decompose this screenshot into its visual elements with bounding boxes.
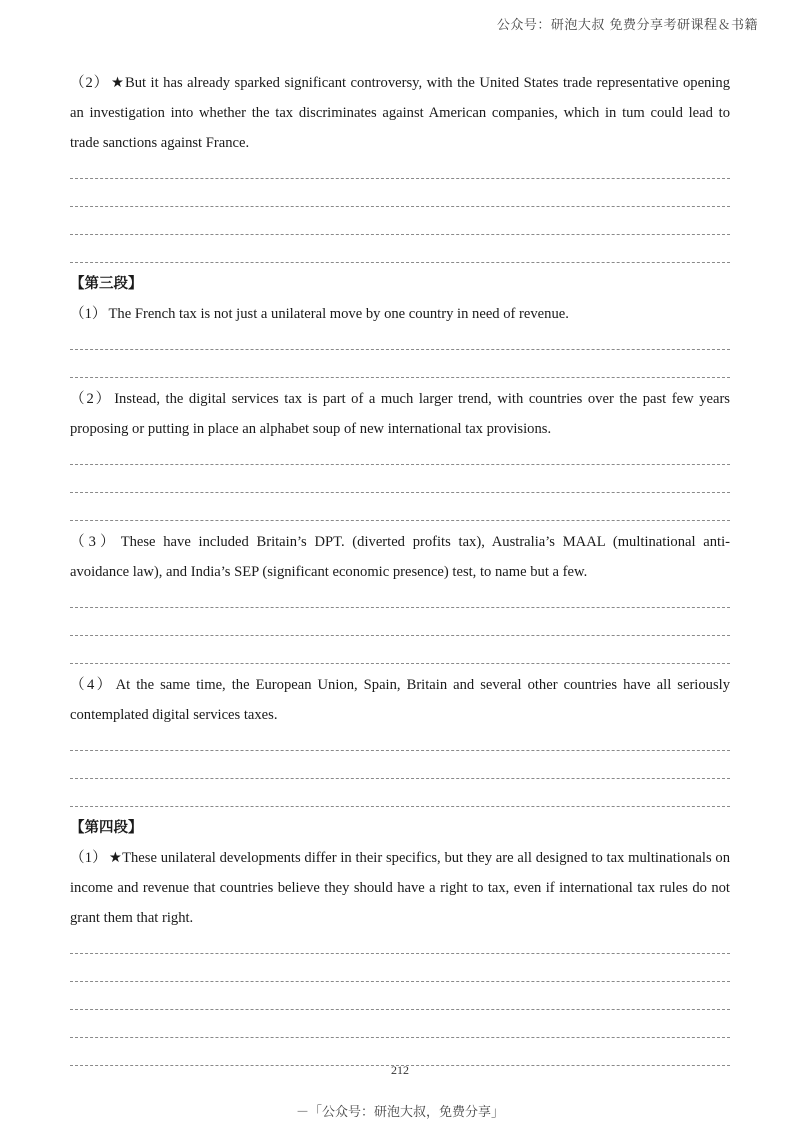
paragraph-text: These have included Britain’s DPT. (diverted profits tax), Australia’s MAAL (multinational anti-avoidance law), and India’s SEP (significant economic presence) test, to name but a few. (70, 534, 730, 580)
answer-line (70, 520, 730, 521)
section-heading: 【第三段】 (70, 276, 143, 292)
answer-line (70, 377, 730, 378)
answer-line (70, 234, 730, 235)
answer-lines (70, 329, 730, 378)
answer-lines (70, 158, 730, 263)
answer-line (70, 206, 730, 207)
answer-line (70, 750, 730, 751)
paragraph-s1-p1 (70, 384, 730, 444)
page-number: 212 (391, 1063, 409, 1077)
answer-line (70, 607, 730, 608)
answer-lines (70, 444, 730, 521)
answer-line (70, 1009, 730, 1010)
answer-lines (70, 933, 730, 1066)
answer-line (70, 262, 730, 263)
answer-line (70, 663, 730, 664)
paragraph-s1-p0 (70, 299, 730, 329)
paragraph-text: At the same time, the European Union, Spain, Britain and several other countries have all seriously contemplated digital services taxes. (70, 677, 730, 723)
paragraph-s1-p3 (70, 670, 730, 730)
paragraph-text: ★These unilateral developments differ in their specifics, but they are all designed to tax multinationals on income and revenue that countries believe they should have a right to tax, even if international tax rules do not grant them that right. (70, 850, 730, 926)
paragraph-s0-p0 (70, 68, 730, 158)
paragraph-number: （1） (70, 306, 107, 322)
answer-lines (70, 587, 730, 664)
paragraph-text: Instead, the digital services tax is part of a much larger trend, with countries over the past few years proposing or putting in place an alphabet soup of new international tax provisions. (70, 391, 730, 437)
answer-line (70, 178, 730, 179)
answer-line (70, 1037, 730, 1038)
answer-line (70, 635, 730, 636)
paragraph-s1-p2 (70, 527, 730, 587)
answer-line (70, 492, 730, 493)
paragraph-text: ★But it has already sparked significant controversy, with the United States trade representative opening an investigation into whether the tax discriminates against American companies, which in tum could lead to trade sanctions against France. (70, 75, 730, 151)
paragraph-number: （2） (70, 391, 113, 407)
paragraph-number: （1） (70, 850, 107, 866)
answer-line (70, 349, 730, 350)
answer-line (70, 464, 730, 465)
answer-line (70, 806, 730, 807)
paragraph-number: （2） (70, 75, 110, 91)
paragraph-s2-p0 (70, 843, 730, 933)
section-heading: 【第四段】 (70, 820, 143, 836)
answer-lines (70, 730, 730, 807)
answer-line (70, 953, 730, 954)
footer-watermark: －「公众号：研泡大叔，免费分享」 (295, 1105, 504, 1120)
document-body (70, 68, 730, 1072)
answer-line (70, 981, 730, 982)
paragraph-number: （3） (70, 534, 119, 550)
answer-line (70, 778, 730, 779)
paragraph-number: （4） (70, 677, 114, 693)
header-watermark: 公众号：研泡大叔 免费分享考研课程＆书籍 (496, 18, 758, 33)
paragraph-text: The French tax is not just a unilateral move by one country in need of revenue. (108, 306, 569, 322)
